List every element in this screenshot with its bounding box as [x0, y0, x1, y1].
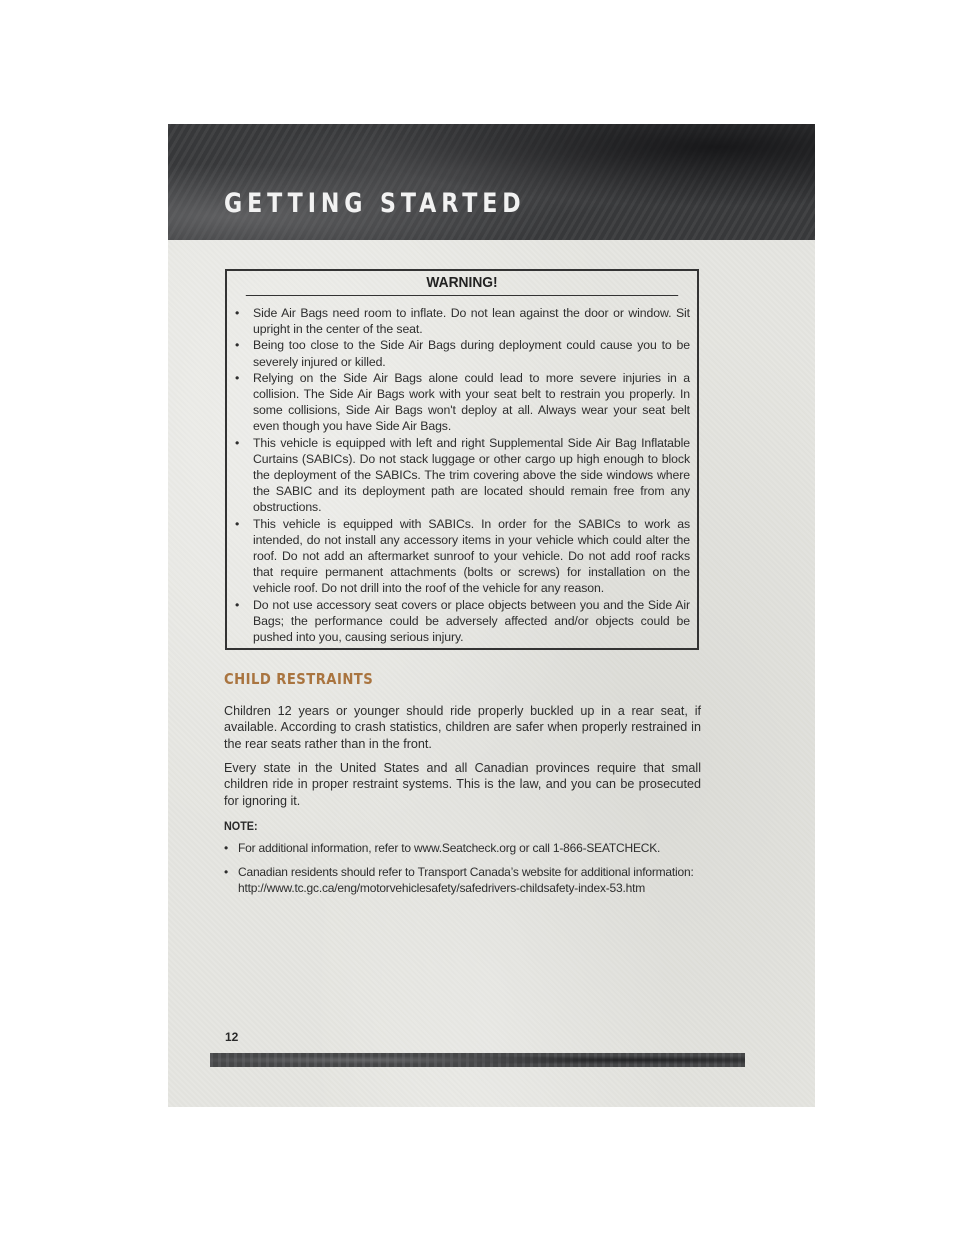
note-label: NOTE:: [224, 819, 258, 833]
bullet-marker: •: [235, 370, 240, 385]
bullet-marker: •: [235, 516, 240, 531]
bullet-marker: •: [235, 306, 240, 320]
page-number: 12: [225, 1030, 239, 1044]
bullet-marker: •: [224, 841, 229, 855]
warning-item: [235, 337, 690, 369]
warning-item-text: Do not use accessory seat covers or place objects between you and the Side Air Bags; the performance could be adversely affected and/or objects could be pushed into you, causing serious injury.: [253, 597, 690, 645]
warning-title: WARNING!: [246, 271, 678, 296]
child-restraints-paragraph-1: Children 12 years or younger should ride properly buckled up in a rear seat, if available. According to crash statistics, children are safer when properly restrained in the rear seats rather than in the front.: [224, 704, 701, 751]
warning-item: [235, 370, 690, 435]
warning-item: [235, 597, 690, 646]
warning-list: [227, 296, 697, 645]
warning-item: [235, 305, 690, 337]
bullet-marker: •: [224, 865, 229, 879]
warning-item-text: This vehicle is equipped with SABICs. In order for the SABICs to work as intended, do not install any accessory items in your vehicle which could alter the roof. Do not add an aftermarket sunroof to your vehicle. Do not add roof racks that require permanent attachments (bolts or screws) for installation on the vehicle roof. Do not drill into the roof of the vehicle for any reason.: [253, 516, 690, 596]
warning-item-text: Being too close to the Side Air Bags during deployment could cause you to be severely injured or killed.: [253, 338, 690, 369]
note-item-text: For additional information, refer to www.Seatcheck.org or call 1-866-SEATCHECK.: [238, 841, 661, 855]
footer-banner: [210, 1053, 745, 1067]
warning-item-text: Relying on the Side Air Bags alone could lead to more severe injuries in a collision. The Side Air Bags work with your seat belt to restrain you properly. In some collisions, Side Air Bags won't deploy at all. Always wear your seat belt even though you have Side Air Bags.: [253, 370, 690, 434]
child-restraints-paragraph-2: Every state in the United States and all Canadian provinces require that small children ride in proper restraint systems. This is the law, and you can be prosecuted for ignoring it.: [224, 761, 701, 808]
manual-page: [168, 124, 815, 1107]
warning-item-text: Side Air Bags need room to inflate. Do not lean against the door or window. Sit upright in the center of the seat.: [253, 306, 690, 337]
warning-item: [235, 516, 690, 597]
warning-item: [235, 435, 690, 516]
child-restraints-heading: CHILD RESTRAINTS: [224, 670, 374, 688]
note-item: [224, 864, 701, 896]
header-banner: [168, 124, 815, 240]
note-item: [224, 840, 701, 856]
warning-item-text: This vehicle is equipped with left and right Supplemental Side Air Bag Inflatable Curtains (SABICs). Do not stack luggage or other cargo up high enough to block the deployment of the SABICs. The trim covering above the side windows where the SABIC and its deployment path are located should remain free from any obstructions.: [253, 435, 690, 515]
section-title: GETTING STARTED: [224, 188, 526, 219]
bullet-marker: •: [235, 435, 240, 450]
bullet-marker: •: [235, 338, 240, 353]
note-item-text: Canadian residents should refer to Transport Canada’s website for additional information: http://www.tc.gc.ca/eng/motorvehiclesafety/safedrivers-childsafety-index-53.htm: [238, 865, 694, 895]
warning-box: [225, 269, 699, 650]
note-list: [224, 840, 701, 904]
bullet-marker: •: [235, 597, 240, 612]
